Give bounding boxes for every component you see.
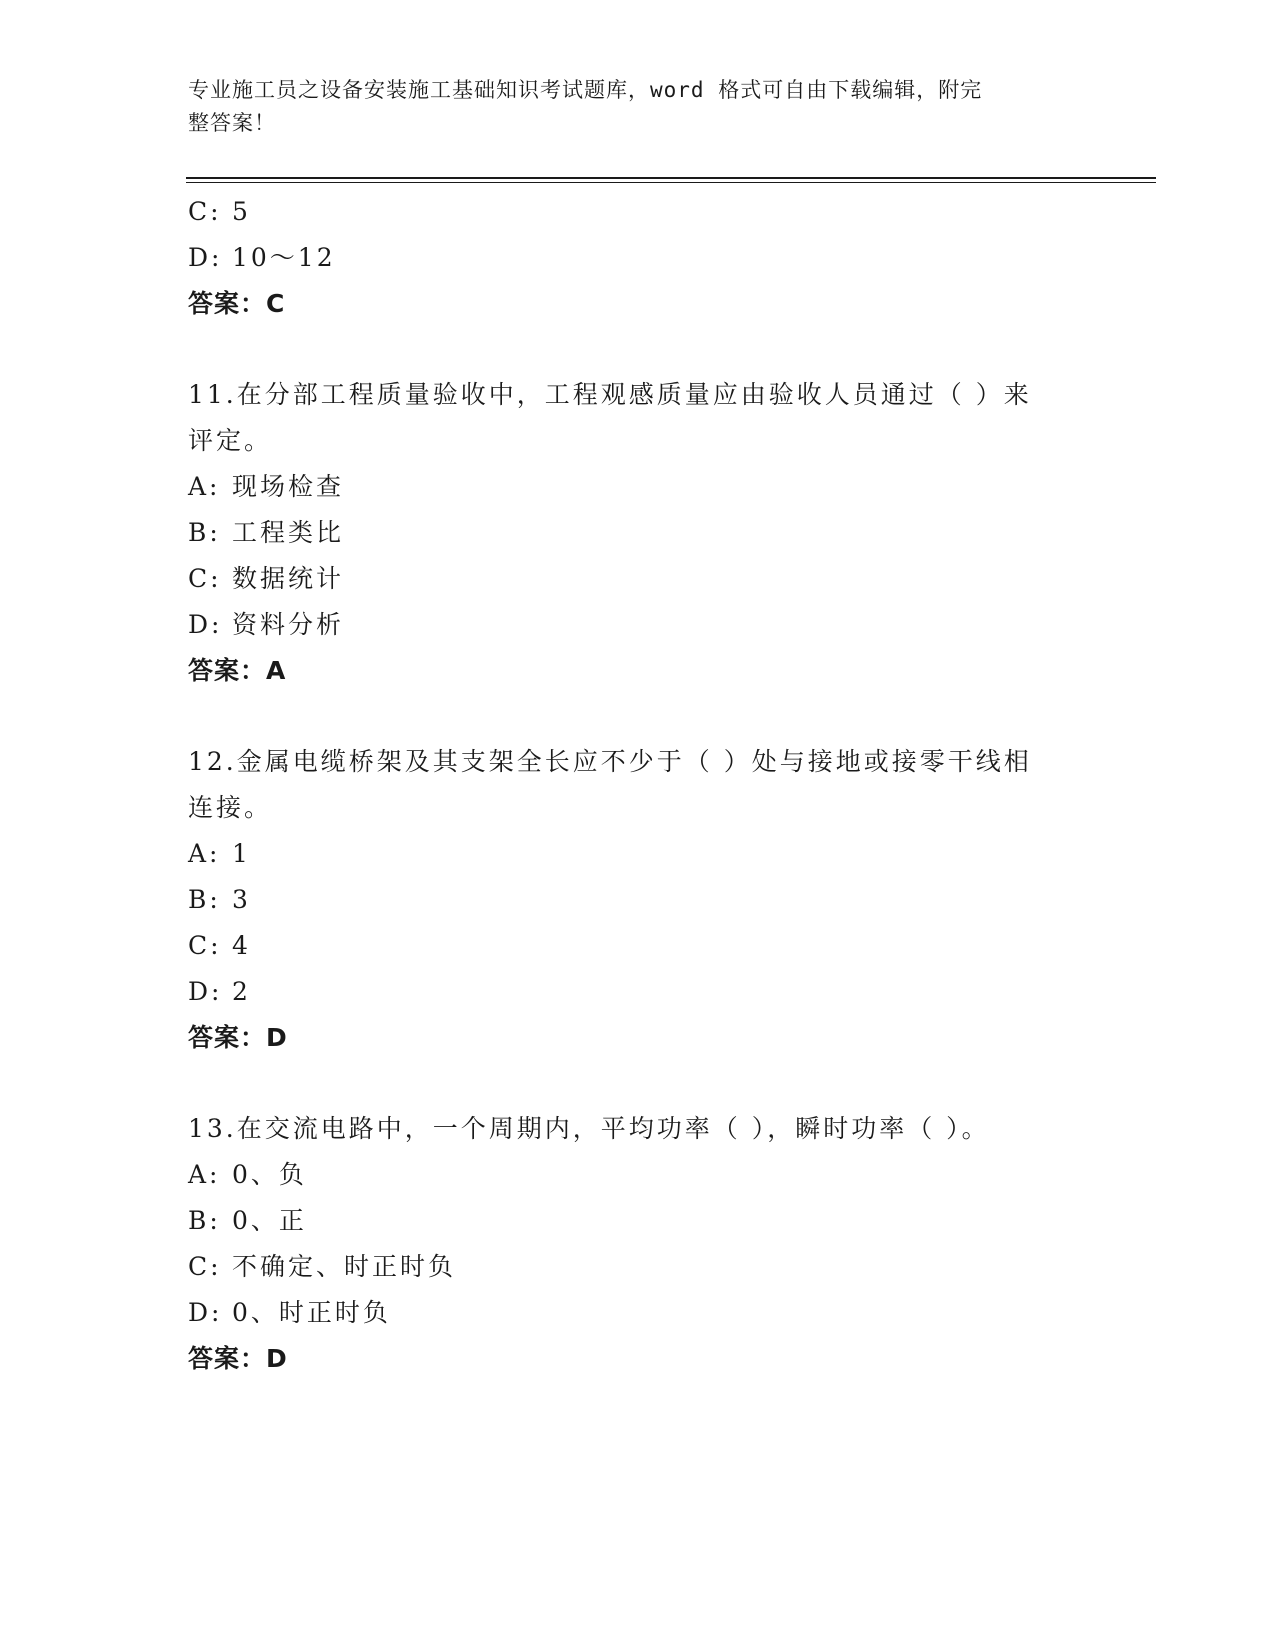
document-header <box>188 74 1078 140</box>
question-stem-line: 连接。 <box>188 793 273 822</box>
header-divider-thick <box>186 177 1156 179</box>
prev-question-block <box>188 189 1088 327</box>
question-11 <box>188 372 1088 694</box>
option-b: B: 3 <box>188 885 251 914</box>
option-c: C: 不确定、时正时负 <box>188 1252 457 1281</box>
question-13 <box>188 1106 1088 1382</box>
option-d: D: 10～12 <box>188 243 336 272</box>
header-divider-thin <box>186 182 1156 183</box>
option-a: A: 现场检查 <box>188 472 345 501</box>
option-c: C: 4 <box>188 931 251 960</box>
answer-line: 答案：D <box>188 1344 288 1373</box>
question-stem-line: 12.金属电缆桥架及其支架全长应不少于（ ）处与接地或接零干线相 <box>188 747 1032 776</box>
question-stem-line: 11.在分部工程质量验收中，工程观感质量应由验收人员通过（ ）来 <box>188 380 1032 409</box>
option-d: D: 0、时正时负 <box>188 1298 391 1327</box>
option-a: A: 1 <box>188 839 251 868</box>
question-stem-line: 评定。 <box>188 426 273 455</box>
question-12 <box>188 739 1088 1061</box>
option-b: B: 工程类比 <box>188 518 345 547</box>
answer-line: 答案：C <box>188 289 286 318</box>
option-a: A: 0、负 <box>188 1160 307 1189</box>
question-list <box>188 189 1088 1382</box>
header-line-1: 专业施工员之设备安装施工基础知识考试题库，word 格式可自由下载编辑，附完 <box>188 78 983 102</box>
option-b: B: 0、正 <box>188 1206 307 1235</box>
question-stem-line: 13.在交流电路中，一个周期内，平均功率（ ），瞬时功率（ ）。 <box>188 1114 990 1143</box>
header-line-2: 整答案！ <box>188 111 276 135</box>
answer-line: 答案：D <box>188 1023 288 1052</box>
option-d: D: 2 <box>188 977 251 1006</box>
answer-line: 答案：A <box>188 656 287 685</box>
option-c: C: 数据统计 <box>188 564 345 593</box>
option-c: C: 5 <box>188 197 251 226</box>
option-d: D: 资料分析 <box>188 610 345 639</box>
